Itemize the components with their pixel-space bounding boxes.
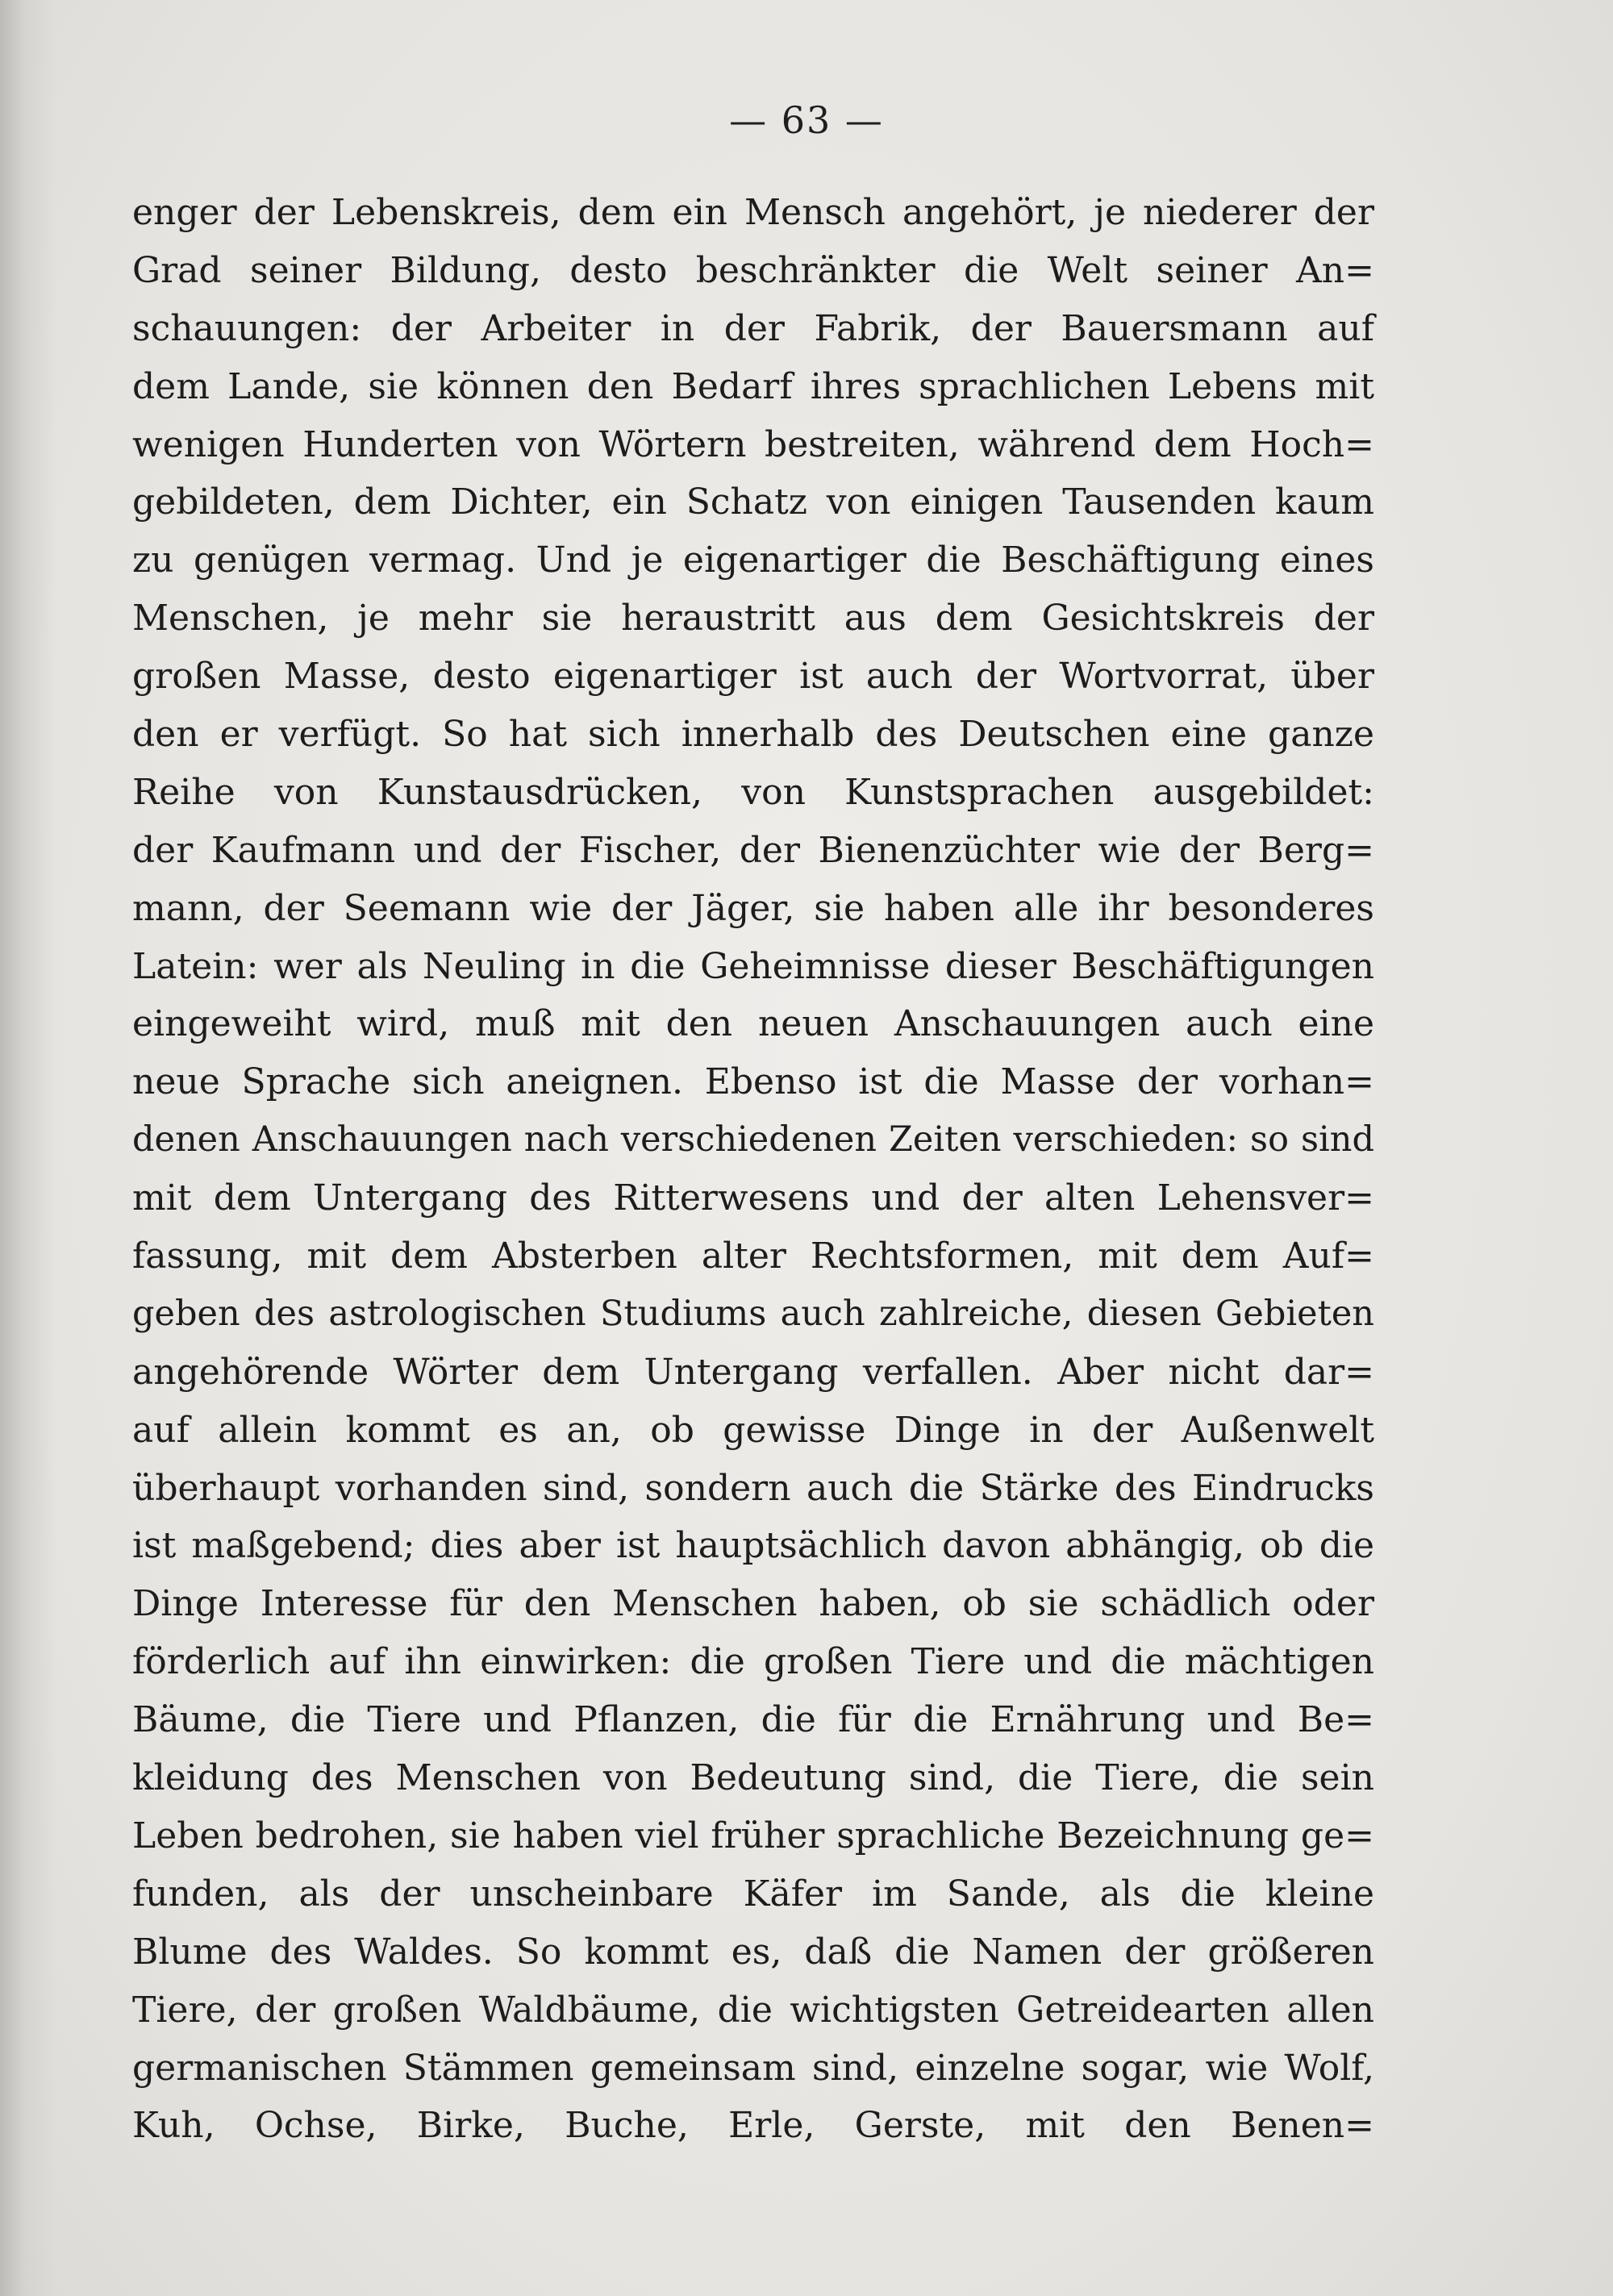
text-line: fassung, mit dem Absterben alter Rechtsformen, mit dem Auf= <box>132 1236 1374 1277</box>
page-gutter-shadow <box>0 0 56 2296</box>
text-line: eingeweiht wird, muß mit den neuen Anschauungen auch eine <box>132 1003 1374 1045</box>
text-line: Kuh, Ochse, Birke, Buche, Erle, Gerste, mit den Benen= <box>132 2105 1374 2147</box>
text-line: schauungen: der Arbeiter in der Fabrik, der Bauersmann auf <box>132 307 1374 349</box>
text-line: den er verfügt. So hat sich innerhalb des Deutschen eine ganze <box>132 714 1374 756</box>
text-line: enger der Lebenskreis, dem ein Mensch angehört, je niederer der <box>132 192 1374 233</box>
text-line: auf allein kommt es an, ob gewisse Dinge in der Außenwelt <box>132 1409 1374 1451</box>
page-number: — 63 — <box>729 98 884 142</box>
text-line: Reihe von Kunstausdrücken, von Kunstsprachen ausgebildet: <box>132 771 1374 813</box>
text-line: der Kaufmann und der Fischer, der Bienenzüchter wie der Berg= <box>132 829 1374 871</box>
text-line: kleidung des Menschen von Bedeutung sind, die Tiere, die sein <box>132 1757 1374 1799</box>
text-line: großen Masse, desto eigenartiger ist auch der Wortvorrat, über <box>132 656 1374 698</box>
text-line: funden, als der unscheinbare Käfer im Sande, als die kleine <box>132 1873 1374 1915</box>
text-line: überhaupt vorhanden sind, sondern auch die Stärke des Eindrucks <box>132 1467 1374 1509</box>
text-line: mit dem Untergang des Ritterwesens und der alten Lehensver= <box>132 1177 1374 1219</box>
text-line: Menschen, je mehr sie heraustritt aus dem Gesichtskreis der <box>132 598 1374 640</box>
text-line: Bäume, die Tiere und Pflanzen, die für die Ernährung und Be= <box>132 1699 1374 1741</box>
text-line: zu genügen vermag. Und je eigenartiger die Beschäftigung eines <box>132 540 1374 581</box>
text-line: Blume des Waldes. So kommt es, daß die Namen der größeren <box>132 1931 1374 1973</box>
body-text <box>132 184 1374 2155</box>
text-line: Tiere, der großen Waldbäume, die wichtigsten Getreidearten allen <box>132 1989 1374 2031</box>
text-line: Grad seiner Bildung, desto beschränkter die Welt seiner An= <box>132 249 1374 291</box>
text-line: Latein: wer als Neuling in die Geheimnisse dieser Beschäftigungen <box>132 945 1374 987</box>
text-line: Leben bedrohen, sie haben viel früher sprachliche Bezeichnung ge= <box>132 1815 1374 1856</box>
text-line: mann, der Seemann wie der Jäger, sie haben alle ihr besonderes <box>132 887 1374 929</box>
text-line: geben des astrologischen Studiums auch zahlreiche, diesen Gebieten <box>132 1293 1374 1334</box>
text-line: gebildeten, dem Dichter, ein Schatz von einigen Tausenden kaum <box>132 481 1374 523</box>
text-line: angehörende Wörter dem Untergang verfallen. Aber nicht dar= <box>132 1351 1374 1393</box>
text-line: Dinge Interesse für den Menschen haben, ob sie schädlich oder <box>132 1583 1374 1625</box>
text-line: denen Anschauungen nach verschiedenen Zeiten verschieden: so sind <box>132 1119 1374 1161</box>
text-line: neue Sprache sich aneignen. Ebenso ist die Masse der vorhan= <box>132 1061 1374 1103</box>
text-line: dem Lande, sie können den Bedarf ihres sprachlichen Lebens mit <box>132 365 1374 407</box>
text-line: wenigen Hunderten von Wörtern bestreiten, während dem Hoch= <box>132 423 1374 465</box>
text-line: förderlich auf ihn einwirken: die großen Tiere und die mächtigen <box>132 1641 1374 1683</box>
text-line: germanischen Stämmen gemeinsam sind, einzelne sogar, wie Wolf, <box>132 2047 1374 2089</box>
text-line: ist maßgebend; dies aber ist hauptsächlich davon abhängig, ob die <box>132 1525 1374 1567</box>
